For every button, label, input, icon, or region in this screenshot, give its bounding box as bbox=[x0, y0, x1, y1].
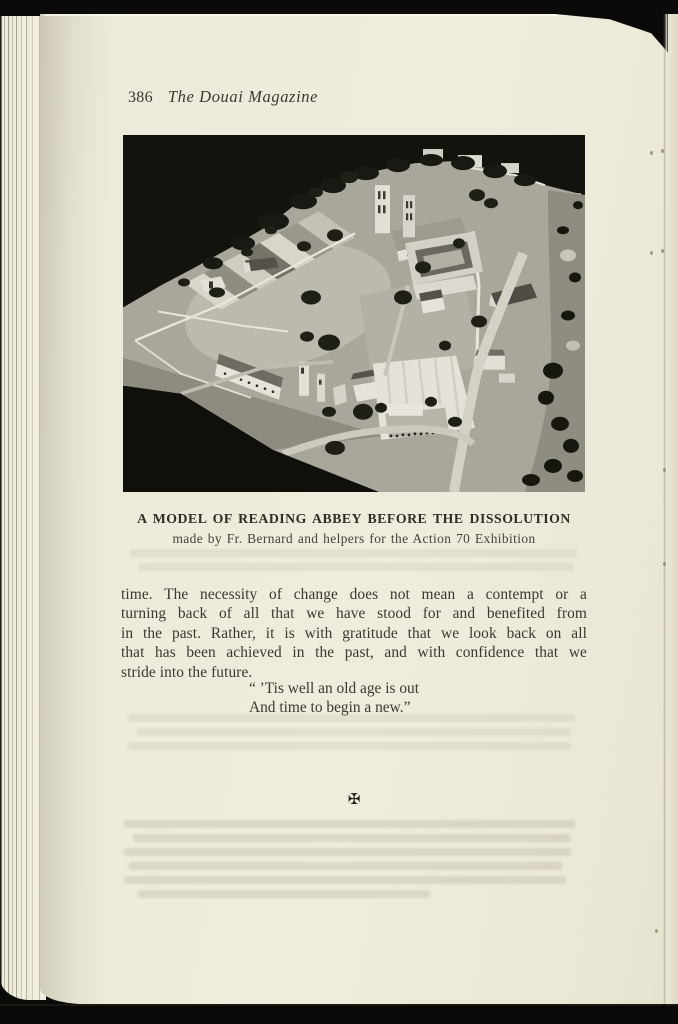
binding-stitch-mark bbox=[663, 562, 666, 566]
running-head bbox=[128, 87, 318, 107]
photo-caption-credit: made by Fr. Bernard and helpers for the Action 70 Exhibition bbox=[172, 531, 536, 546]
binding-stitch-mark bbox=[661, 249, 664, 253]
binding-stitch-mark bbox=[655, 929, 658, 933]
page-number: 386 bbox=[128, 89, 153, 106]
bleed-through-text bbox=[130, 549, 582, 577]
body-paragraph: time. The necessity of change does not mean a contempt or a turning back of all that we have stood for and benefited from in the past. Rather, it is with gratitude that we look back on all that has been achieved in the past, and with confidence that we stride into the future. bbox=[121, 586, 587, 681]
binding-stitch-mark bbox=[650, 251, 653, 255]
bleed-through-text bbox=[124, 820, 580, 904]
magazine-title: The Douai Magazine bbox=[167, 87, 319, 106]
maltese-cross-ornament: ✠ bbox=[347, 790, 361, 808]
binding-stitch-mark bbox=[650, 151, 653, 155]
binding-stitch-mark bbox=[663, 468, 666, 472]
bleed-through-text bbox=[128, 714, 580, 756]
photo-caption-title: A MODEL OF READING ABBEY BEFORE THE DISSOLUTION bbox=[137, 511, 571, 526]
verse-quotation bbox=[249, 679, 419, 718]
quote-line-1: “ ’Tis well an old age is out bbox=[249, 680, 419, 697]
quote-line-2: And time to begin a new.” bbox=[249, 699, 411, 717]
abbey-model-photo bbox=[123, 135, 585, 492]
facing-page-edge bbox=[668, 14, 678, 1004]
abbey-model-illustration bbox=[123, 135, 585, 492]
scan-bottom-edge bbox=[0, 1004, 678, 1024]
binding-stitch-mark bbox=[661, 149, 664, 153]
